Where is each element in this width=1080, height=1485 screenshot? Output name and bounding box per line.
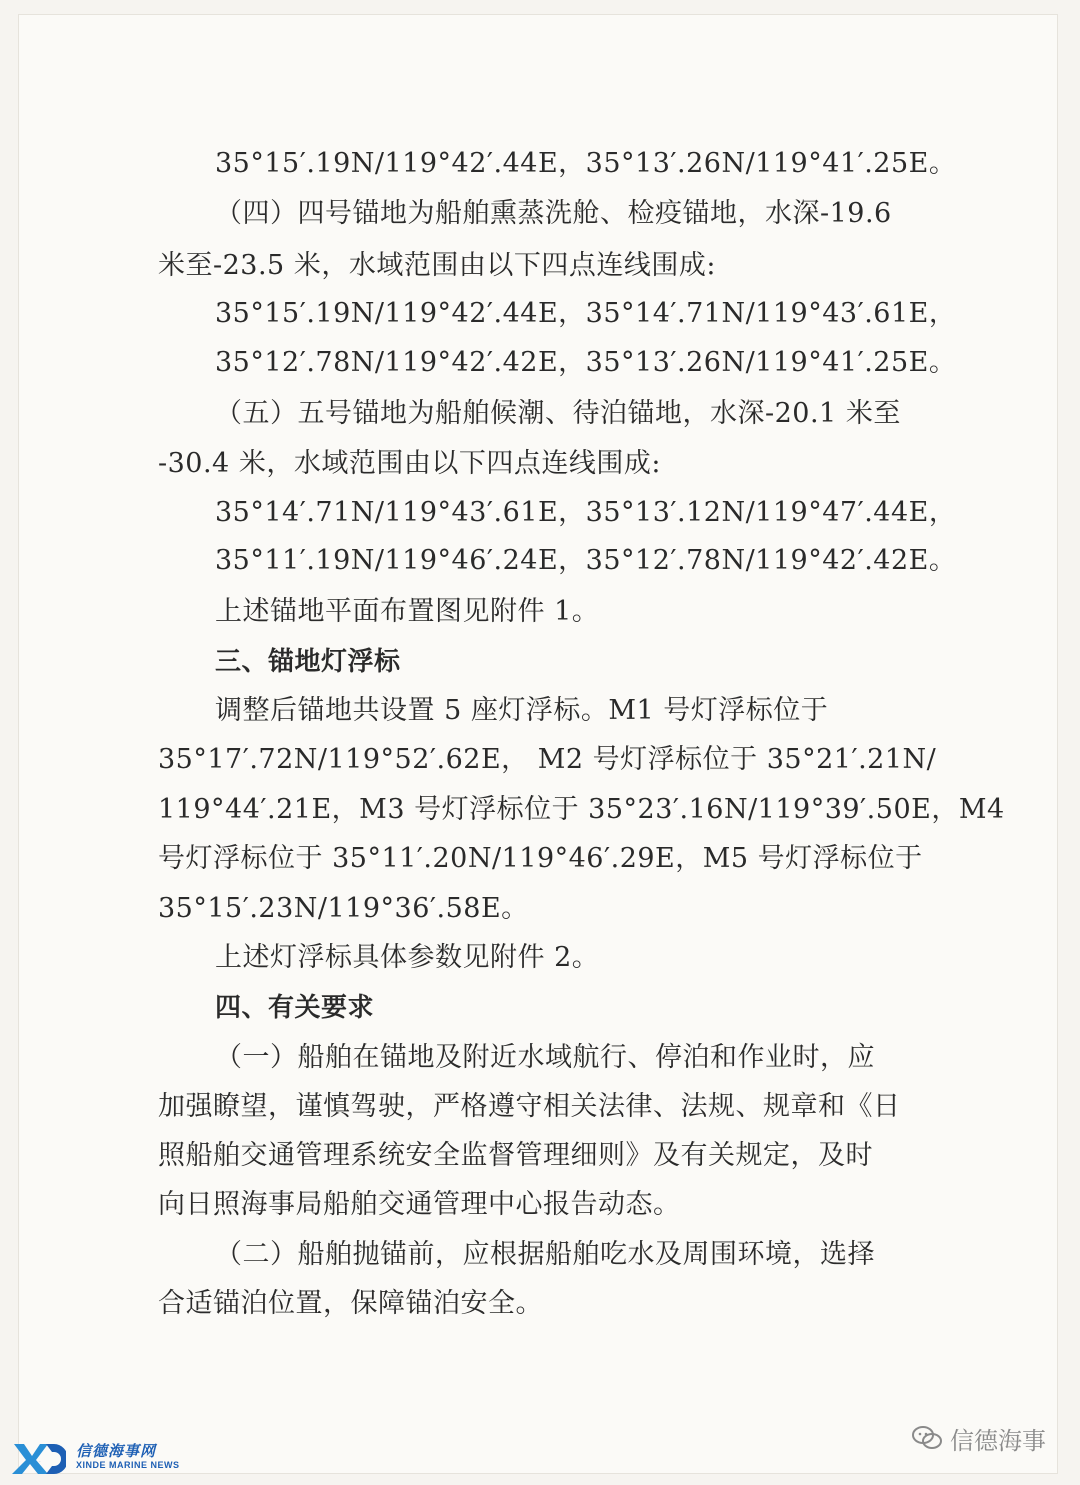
- text-line: 向日照海事局船舶交通管理中心报告动态。: [158, 1189, 681, 1220]
- logo-subtitle: XINDE MARINE NEWS: [76, 1460, 180, 1470]
- text-line: （四）四号锚地为船舶熏蒸洗舱、检疫锚地，水深-19.6: [215, 198, 892, 229]
- text-line: 119°44′.21E，M3 号灯浮标位于 35°23′.16N/119°39′.50E，M4: [158, 794, 1005, 825]
- text-line: 35°15′.19N/119°42′.44E，35°14′.71N/119°43′.61E，: [215, 298, 957, 329]
- text-line: -30.4 米，水域范围由以下四点连线围成:: [158, 448, 661, 479]
- text-line: 35°14′.71N/119°43′.61E，35°13′.12N/119°47′.44E，: [215, 497, 957, 528]
- text-line: 米至-23.5 米，水域范围由以下四点连线围成:: [158, 250, 716, 281]
- logo-title: 信德海事网: [76, 1442, 157, 1460]
- section-heading: 四、有关要求: [215, 993, 375, 1023]
- text-line: 上述锚地平面布置图见附件 1。: [215, 596, 600, 627]
- wechat-watermark: [912, 1420, 1046, 1456]
- text-line: 35°17′.72N/119°52′.62E， M2 号灯浮标位于 35°21′.21N/: [158, 744, 937, 775]
- wechat-icon: [912, 1425, 942, 1451]
- text-line: 上述灯浮标具体参数见附件 2。: [215, 942, 600, 973]
- text-line: 合适锚泊位置，保障锚泊安全。: [158, 1288, 543, 1319]
- text-line: 号灯浮标位于 35°11′.20N/119°46′.29E，M5 号灯浮标位于: [158, 843, 923, 874]
- text-line: 35°12′.78N/119°42′.42E，35°13′.26N/119°41′.25E。: [215, 347, 957, 378]
- text-line: 照船舶交通管理系统安全监督管理细则》及有关规定，及时: [158, 1140, 873, 1171]
- site-logo: [12, 1440, 212, 1480]
- watermark-text: 信德海事: [950, 1426, 1046, 1455]
- section-heading: 三、锚地灯浮标: [215, 647, 401, 677]
- text-line: （五）五号锚地为船舶候潮、待泊锚地，水深-20.1 米至: [215, 398, 901, 429]
- text-line: 35°11′.19N/119°46′.24E，35°12′.78N/119°42′.42E。: [215, 545, 957, 576]
- text-line: 调整后锚地共设置 5 座灯浮标。M1 号灯浮标位于: [215, 695, 829, 726]
- text-line: 35°15′.23N/119°36′.58E。: [158, 893, 529, 924]
- text-line: （一）船舶在锚地及附近水域航行、停泊和作业时，应: [215, 1042, 875, 1073]
- text-line: 加强瞭望，谨慎驾驶，严格遵守相关法律、法规、规章和《日: [158, 1091, 901, 1122]
- xd-logo-icon: [12, 1440, 66, 1476]
- logo-letters: XD: [39, 1462, 41, 1463]
- text-line: （二）船舶抛锚前，应根据船舶吃水及周围环境，选择: [215, 1239, 875, 1270]
- text-line: 35°15′.19N/119°42′.44E，35°13′.26N/119°41′.25E。: [215, 148, 957, 179]
